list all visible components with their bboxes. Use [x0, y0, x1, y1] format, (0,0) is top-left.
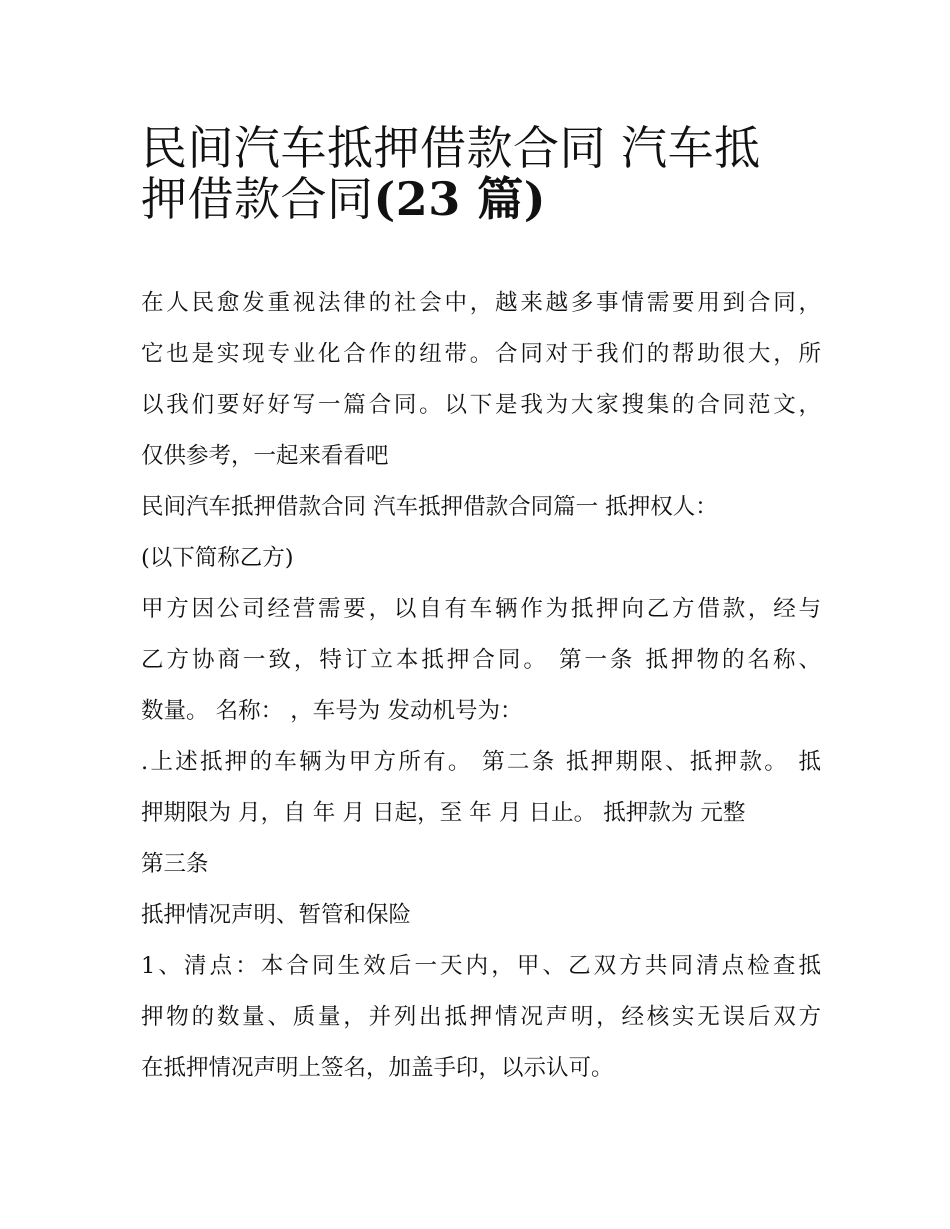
document-body — [141, 278, 821, 1094]
body-line-5: 民间汽车抵押借款合同 汽车抵押借款合同篇一 抵押权人： — [141, 494, 718, 520]
body-line-10: .上述抵押的车辆为甲方所有。 第二条 抵押期限、抵押款。 抵 — [141, 749, 821, 775]
body-line-3: 以我们要好好写一篇合同。以下是我为大家搜集的合同范文， — [141, 392, 821, 418]
body-line-14: 1、清点：本合同生效后一天内，甲、乙双方共同清点检查抵 — [141, 953, 821, 979]
body-line-9: 数量。 名称： ，车号为 发动机号为： — [141, 698, 523, 724]
document-title — [141, 112, 821, 226]
title-line-2: 押借款合同(23 篇) — [141, 172, 547, 226]
body-line-8: 乙方协商一致，特订立本抵押合同。 第一条 抵押物的名称、 — [141, 647, 821, 673]
body-line-6: (以下简称乙方) — [141, 545, 294, 571]
title-count: (23 篇) — [373, 172, 547, 226]
body-line-16: 在抵押情况声明上签名，加盖手印，以示认可。 — [141, 1055, 614, 1081]
title-line-1: 民间汽车抵押借款合同 汽车抵 — [141, 121, 761, 175]
body-line-2: 它也是实现专业化合作的纽带。合同对于我们的帮助很大，所 — [141, 341, 821, 367]
body-line-15: 押物的数量、质量，并列出抵押情况声明，经核实无误后双方 — [141, 1004, 821, 1030]
body-line-7: 甲方因公司经营需要，以自有车辆作为抵押向乙方借款，经与 — [141, 596, 821, 622]
body-line-13: 抵押情况声明、暂管和保险 — [141, 902, 412, 928]
body-line-12: 第三条 — [141, 851, 209, 877]
body-line-11: 押期限为 月，自 年 月 日起，至 年 月 日止。 抵押款为 元整 — [141, 800, 746, 826]
body-line-4: 仅供参考，一起来看看吧 — [141, 443, 389, 469]
body-line-1: 在人民愈发重视法律的社会中，越来越多事情需要用到合同， — [141, 290, 821, 316]
